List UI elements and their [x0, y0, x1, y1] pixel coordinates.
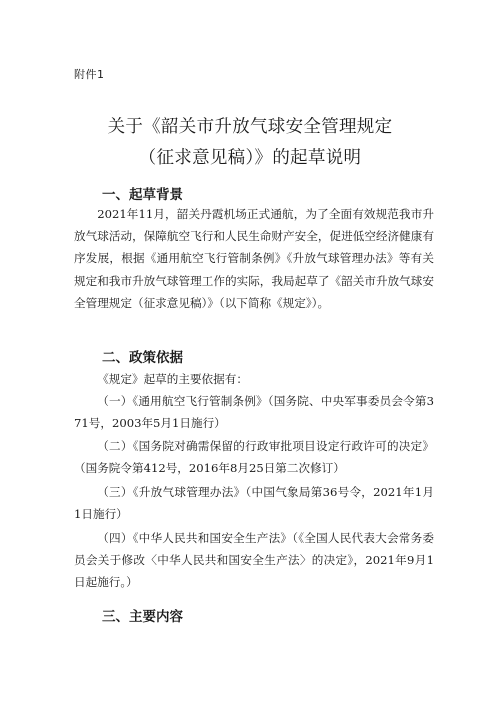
paragraph-basis-item-1: （一）《通用航空飞行管制条例》（国务院、中央军事委员会令第371号，2003年5月1日施行） [74, 394, 434, 431]
paragraph-basis-item-4: （四）《中华人民共和国安全生产法》（《全国人民代表大会常务委员会关于修改〈中华人民共和国安全生产法〉的决定》，2021年9月1日起施行。） [74, 531, 434, 590]
paragraph-basis-item-3: （三）《升放气球管理办法》（中国气象局第36号令，2021年1月1日施行） [74, 485, 434, 522]
section-heading-main-content: 三、主要内容 [102, 609, 183, 625]
section-heading-background: 一、起草背景 [102, 187, 183, 203]
paragraph-background: 2021年11月，韶关丹霞机场正式通航，为了全面有效规范我市升放气球活动，保障航空飞行和人民生命财产安全，促进低空经济健康有序发展，根据《通用航空飞行管制条例》《升放气球管理办法》等有关规定和我市升放气球管理工作的实际，我局起草了《韶关市升放气球安全管理规定（征求意见稿）》（以下简称《规定》）。 [74, 207, 434, 310]
document-title-line-1: 关于《韶关市升放气球安全管理规定 [107, 117, 393, 137]
attachment-label: 附件1 [74, 68, 105, 81]
section-heading-policy-basis: 二、政策依据 [102, 350, 183, 366]
paragraph-basis-intro: 《规定》起草的主要依据有： [97, 372, 248, 386]
paragraph-basis-item-2: （二）《国务院对确需保留的行政审批项目设定行政许可的决定》（国务院令第412号，2016年8月25日第二次修订） [74, 439, 434, 476]
document-title-line-2: （征求意见稿）》的起草说明 [138, 148, 362, 168]
